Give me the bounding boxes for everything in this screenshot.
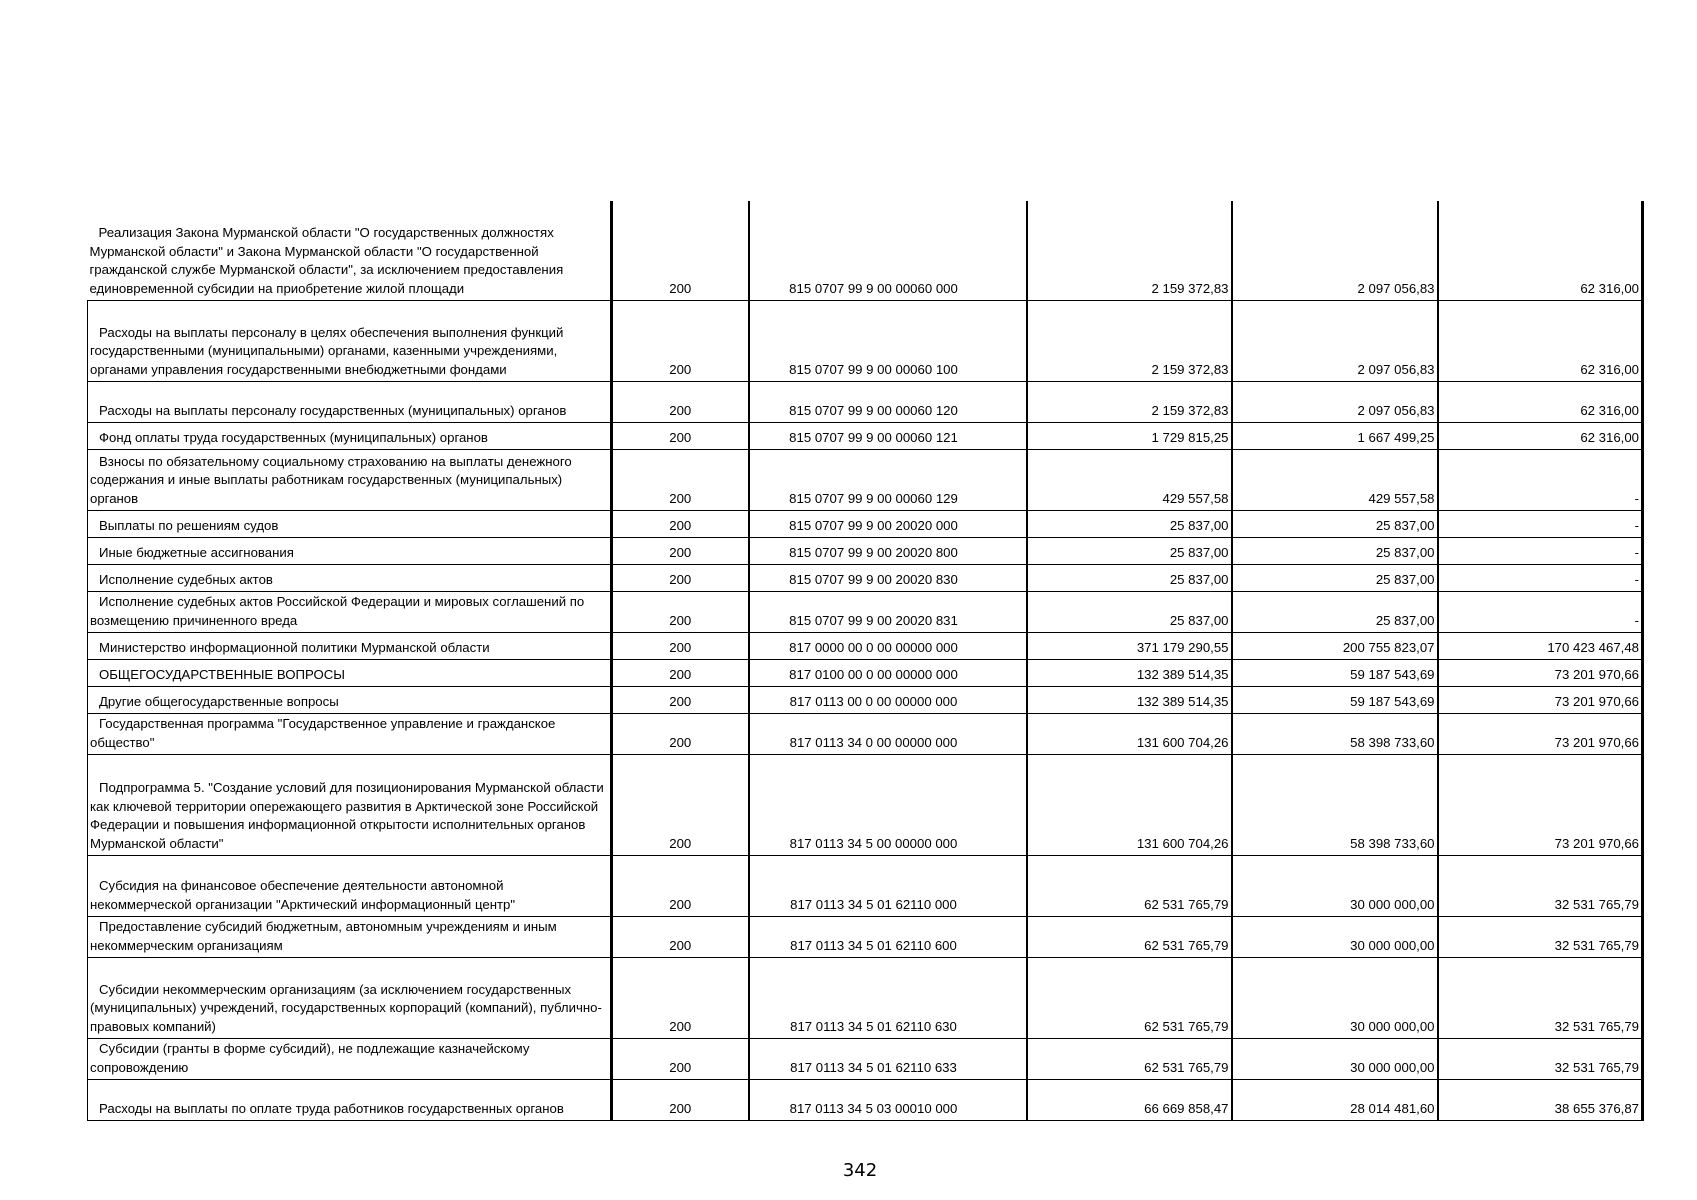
row-approved-amount-cell: 1 729 815,25 xyxy=(1027,422,1232,449)
row-approved-amount-cell: 371 179 290,55 xyxy=(1027,632,1232,659)
row-approved-amount-cell: 132 389 514,35 xyxy=(1027,686,1232,713)
row-name-text: Субсидии некоммерческим организациям (за исключением государственных (муниципальных) учреждений, государственных корпораций (компаний), публично-правовых компаний) xyxy=(90,981,602,1034)
row-unexecuted-amount-cell: 62 316,00 xyxy=(1438,381,1643,422)
row-name-cell xyxy=(88,713,612,754)
row-code-cell: 200 xyxy=(612,659,749,686)
row-code-cell: 200 xyxy=(612,916,749,957)
row-name-text: Исполнение судебных актов Российской Федерации и мировых соглашений по возмещению причиненного вреда xyxy=(90,594,585,628)
row-name-text: Взносы по обязательному социальному страхованию на выплаты денежного содержания и иные выплаты работникам государственных (муниципальных) органов xyxy=(90,453,572,506)
row-name-cell xyxy=(88,855,612,916)
row-executed-amount-cell: 25 837,00 xyxy=(1232,564,1438,591)
row-name-text: Предоставление субсидий бюджетным, автономным учреждениям и иным некоммерческим организациям xyxy=(90,919,557,953)
row-approved-amount-cell: 25 837,00 xyxy=(1027,591,1232,632)
row-name-text: Подпрограмма 5. "Создание условий для позиционирования Мурманской области как ключевой территории опережающего развития в Арктической зоне Российской Федерации и повышения информационной открытости исполнительных органов Мурманской области" xyxy=(90,780,604,851)
row-name-cell xyxy=(88,564,612,591)
table-row xyxy=(88,754,1643,855)
row-name-cell xyxy=(88,381,612,422)
row-kbk-cell: 817 0113 34 5 03 00010 000 xyxy=(749,1079,1027,1120)
row-kbk-cell: 817 0000 00 0 00 00000 000 xyxy=(749,632,1027,659)
table-row xyxy=(88,659,1643,686)
table-row xyxy=(88,1079,1643,1120)
table-row xyxy=(88,537,1643,564)
row-approved-amount-cell: 131 600 704,26 xyxy=(1027,713,1232,754)
row-unexecuted-amount-cell: - xyxy=(1438,591,1643,632)
row-name-text: Иные бюджетные ассигнования xyxy=(99,544,294,560)
row-name-cell xyxy=(88,300,612,381)
table-row xyxy=(88,713,1643,754)
row-code-cell: 200 xyxy=(612,855,749,916)
row-unexecuted-amount-cell: 38 655 376,87 xyxy=(1438,1079,1643,1120)
row-name-text: Фонд оплаты труда государственных (муниципальных) органов xyxy=(99,429,488,445)
row-approved-amount-cell: 62 531 765,79 xyxy=(1027,855,1232,916)
row-name-cell xyxy=(88,754,612,855)
table-row xyxy=(88,201,1643,300)
row-code-cell: 200 xyxy=(612,201,749,300)
row-code-cell: 200 xyxy=(612,449,749,510)
row-executed-amount-cell: 28 014 481,60 xyxy=(1232,1079,1438,1120)
row-approved-amount-cell: 62 531 765,79 xyxy=(1027,1038,1232,1079)
row-kbk-cell: 815 0707 99 9 00 20020 830 xyxy=(749,564,1027,591)
row-kbk-cell: 817 0113 34 5 00 00000 000 xyxy=(749,754,1027,855)
row-kbk-cell: 815 0707 99 9 00 00060 129 xyxy=(749,449,1027,510)
row-executed-amount-cell: 58 398 733,60 xyxy=(1232,713,1438,754)
row-executed-amount-cell: 429 557,58 xyxy=(1232,449,1438,510)
row-kbk-cell: 815 0707 99 9 00 20020 800 xyxy=(749,537,1027,564)
row-code-cell: 200 xyxy=(612,754,749,855)
row-name-cell xyxy=(88,632,612,659)
row-name-cell xyxy=(88,916,612,957)
table-row xyxy=(88,564,1643,591)
row-unexecuted-amount-cell: 62 316,00 xyxy=(1438,300,1643,381)
row-executed-amount-cell: 30 000 000,00 xyxy=(1232,916,1438,957)
row-unexecuted-amount-cell: 32 531 765,79 xyxy=(1438,957,1643,1038)
row-approved-amount-cell: 429 557,58 xyxy=(1027,449,1232,510)
row-name-cell xyxy=(88,449,612,510)
row-approved-amount-cell: 2 159 372,83 xyxy=(1027,381,1232,422)
row-name-cell xyxy=(88,591,612,632)
row-unexecuted-amount-cell: 32 531 765,79 xyxy=(1438,855,1643,916)
row-unexecuted-amount-cell: 32 531 765,79 xyxy=(1438,1038,1643,1079)
row-code-cell: 200 xyxy=(612,957,749,1038)
table-row xyxy=(88,381,1643,422)
row-code-cell: 200 xyxy=(612,510,749,537)
row-kbk-cell: 817 0100 00 0 00 00000 000 xyxy=(749,659,1027,686)
row-kbk-cell: 815 0707 99 9 00 00060 121 xyxy=(749,422,1027,449)
row-unexecuted-amount-cell: - xyxy=(1438,510,1643,537)
row-executed-amount-cell: 25 837,00 xyxy=(1232,510,1438,537)
row-code-cell: 200 xyxy=(612,1079,749,1120)
table-row xyxy=(88,422,1643,449)
row-executed-amount-cell: 2 097 056,83 xyxy=(1232,201,1438,300)
row-kbk-cell: 817 0113 34 0 00 00000 000 xyxy=(749,713,1027,754)
row-approved-amount-cell: 132 389 514,35 xyxy=(1027,659,1232,686)
row-code-cell: 200 xyxy=(612,300,749,381)
row-name-text: Выплаты по решениям судов xyxy=(99,517,279,533)
row-executed-amount-cell: 1 667 499,25 xyxy=(1232,422,1438,449)
row-code-cell: 200 xyxy=(612,632,749,659)
row-executed-amount-cell: 59 187 543,69 xyxy=(1232,659,1438,686)
row-unexecuted-amount-cell: 73 201 970,66 xyxy=(1438,686,1643,713)
row-unexecuted-amount-cell: 73 201 970,66 xyxy=(1438,659,1643,686)
row-name-text: Субсидии (гранты в форме субсидий), не подлежащие казначейскому сопровождению xyxy=(90,1041,530,1075)
row-name-text: Министерство информационной политики Мурманской области xyxy=(99,639,490,655)
row-executed-amount-cell: 200 755 823,07 xyxy=(1232,632,1438,659)
table-row xyxy=(88,449,1643,510)
row-name-text: ОБЩЕГОСУДАРСТВЕННЫЕ ВОПРОСЫ xyxy=(99,666,345,682)
table-row xyxy=(88,300,1643,381)
row-name-text: Другие общегосударственные вопросы xyxy=(99,693,339,709)
row-kbk-cell: 817 0113 34 5 01 62110 000 xyxy=(749,855,1027,916)
row-name-cell xyxy=(88,957,612,1038)
row-approved-amount-cell: 2 159 372,83 xyxy=(1027,300,1232,381)
row-approved-amount-cell: 25 837,00 xyxy=(1027,510,1232,537)
row-approved-amount-cell: 62 531 765,79 xyxy=(1027,916,1232,957)
row-kbk-cell: 817 0113 00 0 00 00000 000 xyxy=(749,686,1027,713)
row-name-cell xyxy=(88,537,612,564)
row-unexecuted-amount-cell: 32 531 765,79 xyxy=(1438,916,1643,957)
row-unexecuted-amount-cell: - xyxy=(1438,537,1643,564)
row-approved-amount-cell: 25 837,00 xyxy=(1027,564,1232,591)
row-name-text: Расходы на выплаты по оплате труда работников государственных органов xyxy=(99,1100,564,1116)
row-kbk-cell: 817 0113 34 5 01 62110 633 xyxy=(749,1038,1027,1079)
row-unexecuted-amount-cell: 170 423 467,48 xyxy=(1438,632,1643,659)
row-kbk-cell: 817 0113 34 5 01 62110 630 xyxy=(749,957,1027,1038)
table-row xyxy=(88,686,1643,713)
row-kbk-cell: 815 0707 99 9 00 00060 100 xyxy=(749,300,1027,381)
row-approved-amount-cell: 66 669 858,47 xyxy=(1027,1079,1232,1120)
table-row xyxy=(88,916,1643,957)
row-code-cell: 200 xyxy=(612,1038,749,1079)
row-code-cell: 200 xyxy=(612,422,749,449)
row-name-cell xyxy=(88,510,612,537)
table-body xyxy=(88,201,1643,1120)
row-name-cell xyxy=(88,1038,612,1079)
row-name-text: Исполнение судебных актов xyxy=(99,571,273,587)
row-code-cell: 200 xyxy=(612,686,749,713)
row-executed-amount-cell: 2 097 056,83 xyxy=(1232,300,1438,381)
row-executed-amount-cell: 59 187 543,69 xyxy=(1232,686,1438,713)
table-row xyxy=(88,632,1643,659)
row-kbk-cell: 817 0113 34 5 01 62110 600 xyxy=(749,916,1027,957)
row-approved-amount-cell: 2 159 372,83 xyxy=(1027,201,1232,300)
row-kbk-cell: 815 0707 99 9 00 00060 000 xyxy=(749,201,1027,300)
row-kbk-cell: 815 0707 99 9 00 00060 120 xyxy=(749,381,1027,422)
row-code-cell: 200 xyxy=(612,564,749,591)
row-code-cell: 200 xyxy=(612,713,749,754)
row-name-cell xyxy=(88,422,612,449)
row-name-cell xyxy=(88,1079,612,1120)
row-code-cell: 200 xyxy=(612,537,749,564)
row-name-text: Реализация Закона Мурманской области "О государственных должностях Мурманской области" и Закона Мурманской области "О государственной гражданской службе Мурманской области", за исключением предоставления единовременной субсидии на приобретение жилой площади xyxy=(89,225,564,296)
row-kbk-cell: 815 0707 99 9 00 20020 831 xyxy=(749,591,1027,632)
table-row xyxy=(88,957,1643,1038)
row-code-cell: 200 xyxy=(612,591,749,632)
row-approved-amount-cell: 62 531 765,79 xyxy=(1027,957,1232,1038)
row-name-text: Расходы на выплаты персоналу государственных (муниципальных) органов xyxy=(99,402,567,418)
row-unexecuted-amount-cell: 62 316,00 xyxy=(1438,422,1643,449)
row-name-text: Расходы на выплаты персоналу в целях обеспечения выполнения функций государственными (муниципальными) органами, казенными учреждениями, органами управления государственными внебюджетными фондами xyxy=(90,324,564,377)
row-unexecuted-amount-cell: - xyxy=(1438,564,1643,591)
row-name-cell xyxy=(88,201,612,300)
row-executed-amount-cell: 25 837,00 xyxy=(1232,591,1438,632)
row-name-text: Государственная программа "Государственное управление и гражданское общество" xyxy=(90,716,556,750)
row-kbk-cell: 815 0707 99 9 00 20020 000 xyxy=(749,510,1027,537)
budget-execution-table xyxy=(87,201,1644,1121)
row-code-cell: 200 xyxy=(612,381,749,422)
row-unexecuted-amount-cell: 62 316,00 xyxy=(1438,201,1643,300)
row-unexecuted-amount-cell: 73 201 970,66 xyxy=(1438,713,1643,754)
row-unexecuted-amount-cell: - xyxy=(1438,449,1643,510)
row-executed-amount-cell: 2 097 056,83 xyxy=(1232,381,1438,422)
table-row xyxy=(88,1038,1643,1079)
row-executed-amount-cell: 30 000 000,00 xyxy=(1232,855,1438,916)
row-executed-amount-cell: 25 837,00 xyxy=(1232,537,1438,564)
row-executed-amount-cell: 30 000 000,00 xyxy=(1232,957,1438,1038)
row-approved-amount-cell: 131 600 704,26 xyxy=(1027,754,1232,855)
row-executed-amount-cell: 30 000 000,00 xyxy=(1232,1038,1438,1079)
row-approved-amount-cell: 25 837,00 xyxy=(1027,537,1232,564)
table-row xyxy=(88,510,1643,537)
row-unexecuted-amount-cell: 73 201 970,66 xyxy=(1438,754,1643,855)
table-row xyxy=(88,855,1643,916)
row-executed-amount-cell: 58 398 733,60 xyxy=(1232,754,1438,855)
row-name-cell xyxy=(88,686,612,713)
page-number: 342 xyxy=(842,1160,878,1181)
row-name-cell xyxy=(88,659,612,686)
row-name-text: Субсидия на финансовое обеспечение деятельности автономной некоммерческой организации "Арктический информационный центр" xyxy=(90,878,516,912)
table-row xyxy=(88,591,1643,632)
